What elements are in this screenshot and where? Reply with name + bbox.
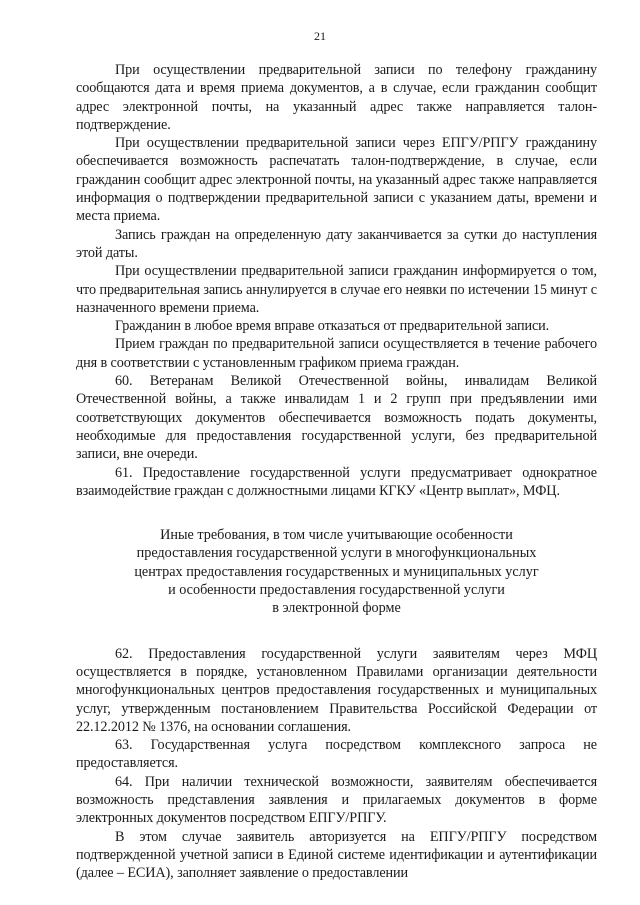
paragraph-60: 60. Ветеранам Великой Отечественной войны, инвалидам Великой Отечественной войны, а также инвалидам 1 и 2 групп при предъявлении ими соответствующих документов обеспечивается возможность подать документы, необходимые для предоставления государственной услуги, без предварительной записи, вне очереди. (76, 373, 597, 463)
paragraph-63: 63. Государственная услуга посредством комплексного запроса не предоставляется. (76, 737, 597, 772)
section-heading (76, 526, 597, 617)
heading-line: центрах предоставления государственных и муниципальных услуг (134, 563, 539, 580)
paragraph-portal-booking: При осуществлении предварительной записи через ЕПГУ/РПГУ гражданину обеспечивается возможность распечатать талон-подтверждение, в случае, если гражданин сообщит адрес электронной почты, на указанный адрес также направляется информация о подтверждении предварительной записи с указанием даты, времени и места приема. (76, 135, 597, 225)
paragraph-64: 64. При наличии технической возможности, заявителям обеспечивается возможность представления заявления и прилагаемых документов в форме электронных документов посредством ЕПГУ/РПГУ. (76, 773, 597, 827)
paragraph-booking-deadline: Запись граждан на определенную дату заканчивается за сутки до наступления этой даты. (76, 226, 597, 261)
paragraph-booking-cancellation: При осуществлении предварительной записи гражданин информируется о том, что предварительная запись аннулируется в случае его неявки по истечении 15 минут с назначенного времени приема. (76, 263, 597, 316)
page-number: 21 (314, 29, 326, 43)
heading-line: в электронной форме (272, 600, 401, 617)
document-body (76, 61, 597, 882)
paragraph-booking-schedule: Прием граждан по предварительной записи осуществляется в течение рабочего дня в соответствии с установленным графиком приема граждан. (76, 336, 597, 371)
paragraph-booking-refusal: Гражданин в любое время вправе отказаться от предварительной записи. (115, 318, 550, 335)
heading-line: и особенности предоставления государственной услуги (168, 582, 505, 599)
heading-line: предоставления государственной услуги в многофункциональных (136, 545, 537, 562)
paragraph-esia: В этом случае заявитель авторизуется на ЕПГУ/РПГУ посредством подтвержденной учетной записи в Единой системе идентификации и аутентификации (далее – ЕСИА), заполняет заявление о предоставлении (76, 828, 597, 882)
paragraph-62: 62. Предоставления государственной услуги заявителям через МФЦ осуществляется в порядке, установленном Правилами организации деятельности многофункциональных центров предоставления государственных и муниципальных услуг, утвержденным постановлением Правительства Российской Федерации от 22.12.2012 № 1376, на основании соглашения. (76, 645, 597, 735)
paragraph-61: 61. Предоставление государственной услуги предусматривает однократное взаимодействие граждан с должностными лицами КГКУ «Центр выплат», МФЦ. (76, 464, 597, 499)
heading-line: Иные требования, в том числе учитывающие особенности (160, 527, 513, 544)
paragraph-phone-booking: При осуществлении предварительной записи по телефону гражданину сообщаются дата и время приема документов, а в случае, если гражданин сообщит адрес электронной почты, на указанный адрес также направляется талон-подтверждение. (76, 62, 597, 133)
